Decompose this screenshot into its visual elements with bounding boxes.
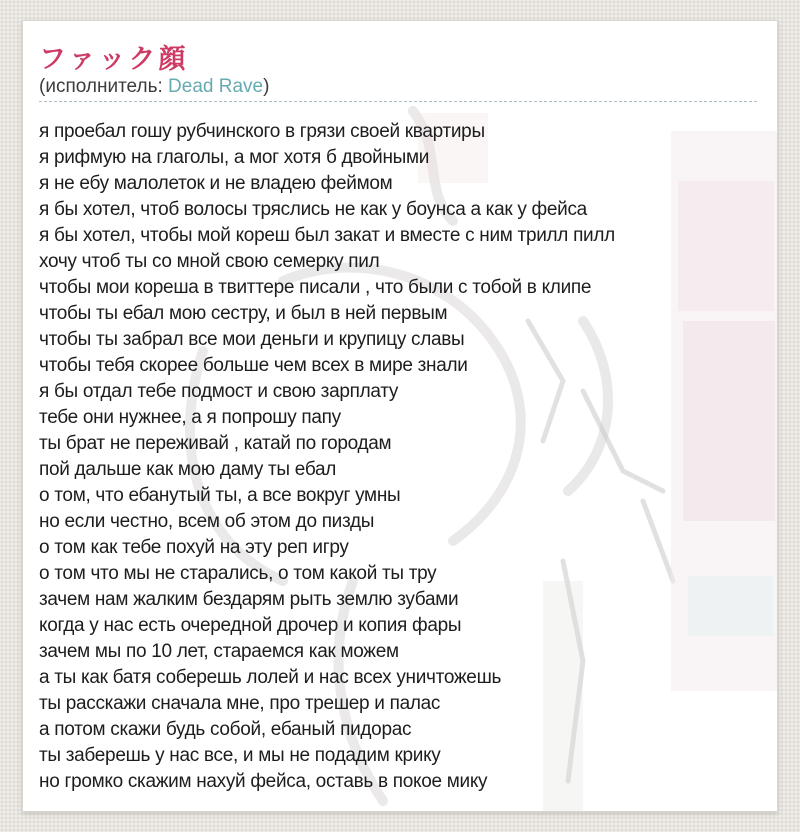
lyric-line: но если честно, всем об этом до пизды: [39, 511, 375, 532]
lyric-line: хочу чтоб ты со мной свою семерку пил: [39, 251, 380, 272]
lyric-line: я рифмую на глаголы, а мог хотя б двойными: [39, 147, 430, 168]
lyric-line: чтобы тебя скорее больше чем всех в мире знали: [39, 355, 468, 376]
lyric-line: чтобы ты ебал мою сестру, и был в ней первым: [39, 303, 448, 324]
lyric-line: когда у нас есть очередной дрочер и копия фары: [39, 615, 462, 636]
lyric-line: я бы хотел, чтоб волосы тряслись не как у боунса а как у фейса: [39, 199, 587, 220]
lyric-line: а ты как батя соберешь лолей и нас всех уничтожешь: [39, 667, 502, 688]
lyric-line: тебе они нужнее, а я попрошу папу: [39, 407, 341, 428]
lyric-line: а потом скажи будь собой, ебаный пидорас: [39, 719, 412, 740]
dashed-divider: [39, 101, 757, 102]
lyric-line: я не ебу малолеток и не владею феймом: [39, 173, 393, 194]
lyric-line: я проебал гошу рубчинского в грязи своей квартиры: [39, 121, 485, 142]
lyric-line: я бы хотел, чтобы мой кореш был закат и вместе с ним трилл пилл: [39, 225, 615, 246]
page-title: ファック顔: [39, 44, 189, 75]
lyric-line: зачем нам жалким бездарям рыть землю зубами: [39, 589, 459, 610]
artist-line: [39, 76, 757, 98]
artist-label-suffix: ): [263, 76, 270, 97]
lyrics-block: [39, 119, 757, 795]
lyric-line: о том что мы не старались, о том какой ты тру: [39, 563, 437, 584]
artist-link[interactable]: Dead Rave: [168, 76, 264, 97]
lyrics-page-content: [23, 21, 777, 795]
lyric-line: ты заберешь у нас все, и мы не подадим крику: [39, 745, 441, 766]
lyric-line: я бы отдал тебе подмост и свою зарплату: [39, 381, 399, 402]
lyric-line: о том, что ебанутый ты, а все вокруг умны: [39, 485, 401, 506]
content-card: [22, 20, 778, 812]
lyric-line: о том как тебе похуй на эту реп игру: [39, 537, 349, 558]
lyric-line: ты расскажи сначала мне, про трешер и палас: [39, 693, 441, 714]
lyric-line: ты брат не переживай , катай по городам: [39, 433, 392, 454]
lyric-line: но громко скажим нахуй фейса, оставь в покое мику: [39, 771, 488, 792]
lyric-line: пой дальше как мою даму ты ебал: [39, 459, 337, 480]
lyric-line: зачем мы по 10 лет, стараемся как можем: [39, 641, 399, 662]
lyric-line: чтобы мои кореша в твиттере писали , что были с тобой в клипе: [39, 277, 592, 298]
lyric-line: чтобы ты забрал все мои деньги и крупицу славы: [39, 329, 465, 350]
artist-label-prefix: (исполнитель:: [39, 76, 169, 97]
